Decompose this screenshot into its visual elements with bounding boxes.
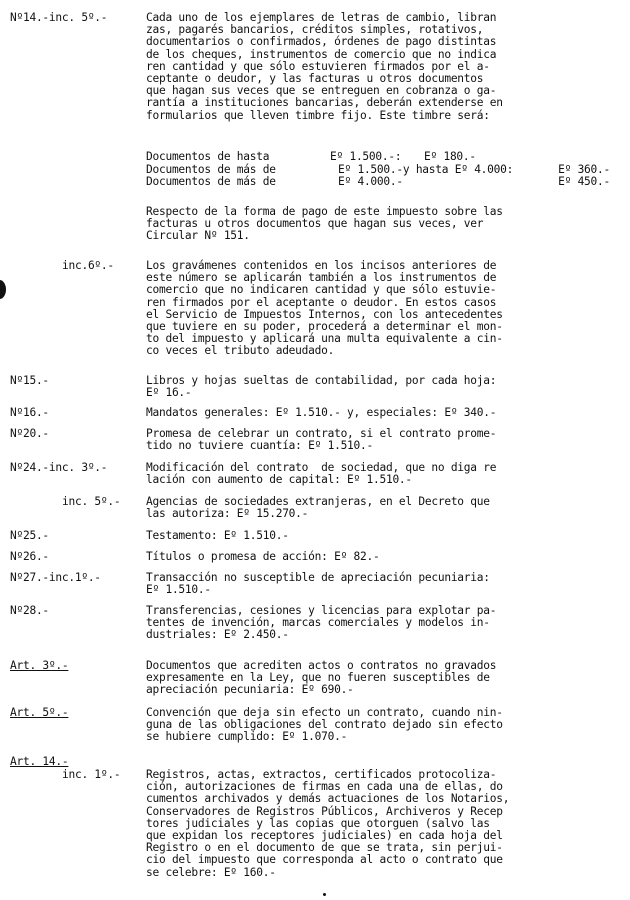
entry-label: Nº20.-	[10, 427, 49, 440]
rate-amount: Eº 450.-	[558, 175, 610, 188]
text-line: Respecto de la forma de pago de este impuesto sobre las	[146, 205, 503, 218]
article-label: Art. 14.-	[10, 755, 69, 768]
text-line: Convención que deja sin efecto un contrato, cuando nin-	[146, 706, 503, 719]
text-line: Mandatos generales: Eº 1.510.- y, especiales: Eº 340.-	[146, 406, 497, 419]
entry-text	[146, 407, 616, 419]
text-line: las autoriza: Eº 15.270.-	[146, 507, 309, 521]
text-line: que hagan sus veces que se entreguen en cobranza o ga-	[146, 84, 497, 98]
entry-text	[146, 551, 616, 563]
entry-text	[146, 428, 616, 452]
rate-row	[146, 151, 616, 164]
text-line: Promesa de celebrar un contrato, si el contrato prome-	[146, 427, 497, 440]
entry-text	[146, 660, 616, 697]
rate-threshold: Eº 1.500.-y hasta Eº 4.000:	[338, 162, 514, 176]
article-label: Art. 3º.-	[10, 659, 69, 672]
text-line: ren cantidad y que sólo estuvieren firmados por el a-	[146, 59, 490, 73]
text-line: apreciación pecuniaria: Eº 690.-	[146, 683, 354, 697]
text-line: se hubiere cumplido: Eº 1.070.-	[146, 730, 348, 744]
text-line: Agencias de sociedades extranjeras, en el Decreto que	[146, 495, 490, 508]
text-line: Registros, actas, extractos, certificados protocoliza-	[146, 768, 497, 781]
rate-threshold: Eº 4.000.-	[338, 175, 403, 188]
entry-label: Nº27.-inc.1º.-	[10, 571, 101, 584]
entry-text	[146, 206, 616, 243]
entry-label: Nº28.-	[10, 604, 49, 617]
rate-description: Documentos de hasta	[146, 150, 270, 163]
text-line: que expidan los receptores judiciales) en cada hoja del	[146, 828, 503, 842]
entry-label: Nº16.-	[10, 406, 49, 419]
text-line: Libros y hojas sueltas de contabilidad, por cada hoja:	[146, 374, 497, 387]
text-line: dustriales: Eº 2.450.-	[146, 628, 289, 642]
rate-row	[146, 176, 616, 189]
rate-description: Documentos de más de	[146, 175, 276, 188]
text-line: Cada uno de los ejemplares de letras de cambio, libran	[146, 11, 497, 24]
text-line: de los cheques, instrumentos de comercio que no indica	[146, 47, 497, 61]
text-line: que tuviere en su poder, procederá a determinar el mon-	[146, 319, 503, 333]
text-line: tido no tuviere cuantía: Eº 1.510.-	[146, 439, 373, 453]
text-line: Registro o en el documento de que se trata, sin perjui-	[146, 841, 503, 855]
text-line: co veces el tributo adeudado.	[146, 344, 335, 358]
rate-description: Documentos de más de	[146, 162, 276, 176]
text-line: zas, pagarés bancarios, créditos simples, rotativos,	[146, 23, 484, 37]
text-line: Testamento: Eº 1.510.-	[146, 529, 289, 542]
entry-label: Nº25.-	[10, 529, 49, 542]
text-line: formularios que lleven timbre fijo. Este timbre será:	[146, 108, 490, 122]
text-line: comercio que no indicaren cantidad y que sólo estuvie-	[146, 283, 497, 297]
text-line: documentarios o confirmados, órdenes de pago distintas	[146, 35, 497, 49]
entry-text	[146, 769, 616, 879]
entry-label: Nº14.-inc. 5º.-	[10, 11, 108, 24]
text-line: lación con aumento de capital: Eº 1.510.-	[146, 473, 412, 487]
text-line: to del impuesto y aplicará una multa equivalente a cin-	[146, 332, 503, 346]
entry-label: inc. 5º.-	[62, 495, 121, 508]
text-line: el Servicio de Impuestos Internos, con los antecedentes	[146, 307, 503, 321]
text-line: Los gravámenes contenidos en los incisos anteriores de	[146, 259, 497, 272]
rate-amount: Eº 360.-	[558, 162, 610, 176]
text-line: ceptante o deudor, y las facturas u otros documentos	[146, 71, 484, 85]
entry-text	[146, 12, 616, 122]
text-line: facturas u otros documentos que hagan sus veces, ver	[146, 217, 484, 231]
text-line: rantía a instituciones bancarias, deberán extenderse en	[146, 96, 503, 110]
text-line: se celebre: Eº 160.-	[146, 865, 276, 879]
scan-speck	[323, 893, 326, 896]
text-line: Títulos o promesa de acción: Eº 82.-	[146, 550, 380, 563]
text-line: ción, autorizaciones de firmas en cada una de ellas, do	[146, 780, 503, 794]
punch-hole-mark	[0, 280, 6, 299]
text-line: Transacción no susceptible de apreciación pecuniaria:	[146, 571, 490, 584]
text-line: Transferencias, cesiones y licencias para explotar pa-	[146, 604, 497, 617]
rate-threshold: Eº 1.500.-:	[330, 150, 402, 163]
entry-label: inc.6º.-	[62, 259, 114, 272]
entry-text	[146, 375, 616, 399]
entry-label: Nº15.-	[10, 374, 49, 387]
article-label: Art. 5º.-	[10, 706, 69, 719]
entry-text	[146, 572, 616, 596]
text-line: tentes de invención, marcas comerciales y modelos in-	[146, 616, 490, 630]
entry-text	[146, 462, 616, 486]
text-line: Conservadores de Registros Públicos, Archiveros y Recep	[146, 804, 503, 818]
text-line: Eº 1.510.-	[146, 583, 211, 597]
text-line: este número se aplicarán también a los instrumentos de	[146, 271, 497, 285]
text-line: expresamente en la Ley, que no fueren susceptibles de	[146, 671, 490, 685]
entry-text	[146, 260, 616, 358]
text-line: ren firmados por el aceptante o deudor. En estos casos	[146, 295, 497, 309]
entry-text	[146, 707, 616, 744]
text-line: tores judiciales y las copias que otorguen (salvo las	[146, 816, 490, 830]
entry-label: inc. 1º.-	[62, 768, 121, 781]
text-line: Modificación del contrato de sociedad, que no diga re	[146, 461, 497, 474]
rate-amount: Eº 180.-	[424, 150, 476, 163]
entry-label: Nº24.-inc. 3º.-	[10, 461, 108, 474]
entry-label: Nº26.-	[10, 550, 49, 563]
entry-text	[146, 530, 616, 542]
text-line: cio del impuesto que corresponda al acto o contrato que	[146, 853, 503, 867]
entry-text	[146, 605, 616, 642]
entry-text	[146, 496, 616, 520]
text-line: Eº 16.-	[146, 386, 192, 400]
text-line: cumentos archivados y demás actuaciones de los Notarios,	[146, 792, 510, 806]
text-line: guna de las obligaciones del contrato dejado sin efecto	[146, 718, 503, 732]
text-line: Documentos que acrediten actos o contratos no gravados	[146, 659, 497, 672]
text-line: Circular Nº 151.	[146, 229, 250, 243]
stamp-rates-table	[146, 151, 616, 189]
